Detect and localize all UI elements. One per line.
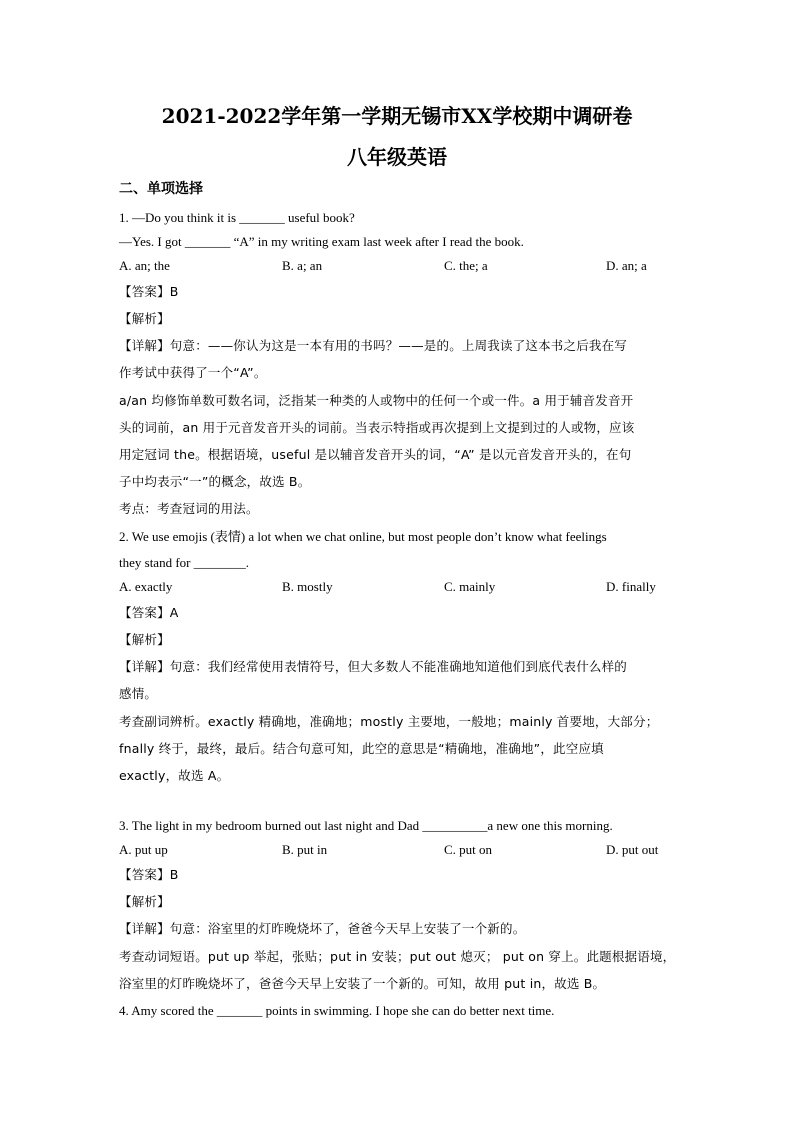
q1-detail-line: 作考试中获得了一个“A”。 (119, 365, 267, 380)
q1-detail-line: 头的词前，an 用于元音发音开头的词前。当表示特指或再次提到上文提到过的人或物，应该 (119, 420, 635, 435)
section-heading: 二、单项选择 (119, 181, 203, 197)
q1-detail-line: 子中均表示“一”的概念，故选 B。 (119, 474, 311, 489)
q1-option-a: A. an; the (119, 258, 170, 273)
q2-option-a: A. exactly (119, 579, 173, 594)
q3-stem-line-1: 3. The light in my bedroom burned out last night and Dad __________a new one this morning. (119, 818, 613, 833)
q3-detail-line: 【详解】句意：浴室里的灯昨晚烧坏了，爸爸今天早上安装了一个新的。 (119, 921, 526, 936)
q1-stem-line-2: —Yes. I got _______ “A” in my writing exam last week after I read the book. (119, 234, 524, 249)
q1-detail-line: 【详解】句意：——你认为这是一本有用的书吗？——是的。上周我读了这本书之后我在写 (119, 338, 628, 353)
document-title: 2021-2022学年第一学期无锡市XX学校期中调研卷 (161, 104, 633, 128)
q1-exam-point: 考点：考查冠词的用法。 (119, 501, 259, 516)
q2-stem-line-2: they stand for ________. (119, 555, 249, 570)
q2-detail-line: exactly，故选 A。 (119, 768, 230, 783)
q1-option-c: C. the; a (444, 258, 488, 273)
q2-detail-line: 感情。 (119, 686, 158, 701)
q1-analysis-label: 【解析】 (119, 311, 170, 326)
q2-detail-line: 考查副词辨析。exactly 精确地，准确地；mostly 主要地，一般地；mainly 首要地，大部分； (119, 714, 659, 729)
q2-option-b: B. mostly (282, 579, 333, 594)
q2-analysis-label: 【解析】 (119, 632, 170, 647)
q3-analysis-label: 【解析】 (119, 894, 170, 909)
q3-answer: 【答案】B (119, 867, 179, 882)
q2-answer: 【答案】A (119, 605, 179, 620)
q2-detail-line: fnally 终于，最终，最后。结合句意可知，此空的意思是“精确地，准确地”，此空应填 (119, 741, 604, 756)
q3-option-c: C. put on (444, 842, 493, 857)
q2-stem-line-1: 2. We use emojis (表情) a lot when we chat online, but most people don’t know what feelings (119, 529, 607, 544)
q3-option-d: D. put out (606, 842, 659, 857)
q4-stem-line-1: 4. Amy scored the _______ points in swimming. I hope she can do better next time. (119, 1003, 555, 1018)
q1-option-b: B. a; an (282, 258, 323, 273)
document-subtitle: 八年级英语 (347, 145, 447, 169)
q3-option-b: B. put in (282, 842, 328, 857)
q1-stem-line-1: 1. —Do you think it is _______ useful book? (119, 210, 355, 225)
q2-detail-line: 【详解】句意：我们经常使用表情符号，但大多数人不能准确地知道他们到底代表什么样的 (119, 659, 628, 674)
q1-answer: 【答案】B (119, 284, 179, 299)
q1-detail-line: 用定冠词 the。根据语境，useful 是以辅音发音开头的词，“A” 是以元音发音开头的，在句 (119, 447, 632, 462)
q2-option-d: D. finally (606, 579, 656, 594)
q3-detail-line: 浴室里的灯昨晚烧坏了，爸爸今天早上安装了一个新的。可知，故用 put in，故选 B。 (119, 976, 606, 991)
q1-detail-line: a/an 均修饰单数可数名词，泛指某一种类的人或物中的任何一个或一件。a 用于辅音发音开 (119, 393, 634, 408)
q2-option-c: C. mainly (444, 579, 496, 594)
q3-detail-line: 考查动词短语。put up 举起，张贴；put in 安装；put out 熄灭； put on 穿上。此题根据语境， (119, 949, 676, 964)
q3-option-a: A. put up (119, 842, 168, 857)
q1-option-d: D. an; a (606, 258, 647, 273)
